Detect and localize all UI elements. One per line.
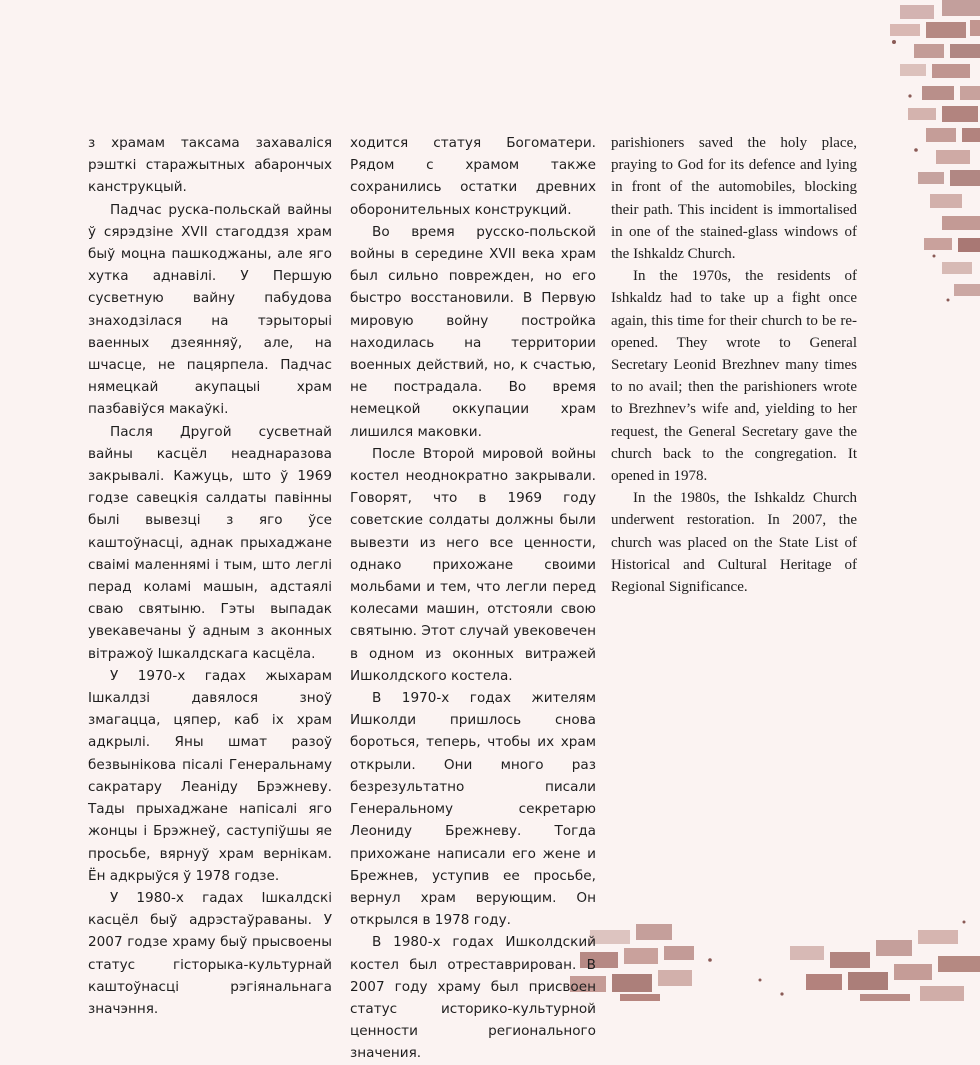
brick-wall-decoration-bottom (560, 900, 980, 1001)
paragraph: parishioners saved the holy place, praying to God for its defence and lying in front of the automobiles, blocking their path. This incident is immortalised in one of the stained-glass windows of the Ishkaldz Church. (611, 135, 857, 263)
paragraph: In the 1970s, the residents of Ishkaldz had to take up a fight once again, this time for their church to be re-opened. They wrote to General Secretary Leonid Brezhnev many times to no avail; then the parishioners wrote to Brezhnev’s wife and, yielding to her request, the General Secretary gave the church back to the congregation. It opened in 1978. (611, 268, 857, 485)
paragraph: ходится статуя Богоматери. Рядом с храмом также сохранились остатки древних оборонительных конструкций. (350, 135, 596, 218)
paragraph: В 1970-х годах жителям Ишколди пришлось снова бороться, теперь, чтобы их храм открыли. Они много раз безрезультатно писали Генеральному секретарю Леониду Брежневу. Тогда прихожане написали его жене и Брежнев, уступив ее просьбе, вернул храм верующим. Он открылся в 1978 году. (350, 690, 596, 929)
paragraph: У 1980-х гадах Ішкалдскі касцёл быў адрэстаўраваны. У 2007 годзе храму быў прысвоены статус гісторыка-культурнай каштоўнасці рэгіянальнага значэння. (88, 889, 332, 1017)
paragraph: В 1980-х годах Ишколдский костел был отреставрирован. В 2007 году храму был присвоен статус историко-культурной ценности регионального значения. (350, 934, 596, 1062)
russian-text-column (350, 132, 596, 1065)
paragraph: Пасля Другой сусветнай вайны касцёл неаднаразова закрывалі. Кажуць, што ў 1969 годзе савецкія салдаты павінны былі вывезці з яго ўсе каштоўнасці, аднак прыхаджане сваімі маленнямі і тым, што леглі перад коламі машын, адстаялі сваю святыню. Гэты выпадак увекавечаны ў адным з аконных вітражоў Ішкалдскага касцёла. (88, 423, 332, 662)
paragraph: In the 1980s, the Ishkaldz Church underwent restoration. In 2007, the church was placed on the State List of Historical and Cultural Heritage of Regional Significance. (611, 490, 857, 596)
paragraph: Падчас руска-польскай вайны ў сярэдзіне XVII стагоддзя храм быў моцна пашкоджаны, але яго хутка аднавілі. У Першую сусветную вайну пабудова знаходзілася на тэрыторыі ваенных дзеянняў, але, на шчасце, не пацярпела. Падчас нямецкай акупацыі храм пазбавіўся макаўкі. (88, 201, 332, 418)
paragraph: Во время русско-польской войны в середине XVII века храм был сильно поврежден, но его быстро восстановили. В Первую мировую войну постройка находилась на территории военных действий, но, к счастью, не пострадала. Во время немецкой оккупации храм лишился маковки. (350, 223, 596, 440)
belarusian-text-column (88, 132, 332, 1020)
paragraph: з храмам таксама захаваліся рэшткі старажытных абарончых канструкцый. (88, 135, 332, 196)
paragraph: После Второй мировой войны костел неоднократно закрывали. Говорят, что в 1969 году советские солдаты должны были вывезти из него все ценности, однако прихожане своими мольбами и тем, что легли перед колесами машин, отстояли свою святыню. Этот случай увековечен в одном из оконных витражей Ишколдского костела. (350, 445, 596, 684)
paragraph: У 1970-х гадах жыхарам Ішкалдзі давялося зноў змагацца, цяпер, каб іх храм адкрылі. Яны шмат разоў безвынікова пісалі Генеральнаму сакратару Леаніду Брэжневу. Тады прыхаджане напісалі яго жонцы і Брэжнеў, саступіўшы яе просьбе, вярнуў храм вернікам. Ён адкрыўся ў 1978 годзе. (88, 667, 332, 884)
english-text-column (611, 132, 857, 598)
